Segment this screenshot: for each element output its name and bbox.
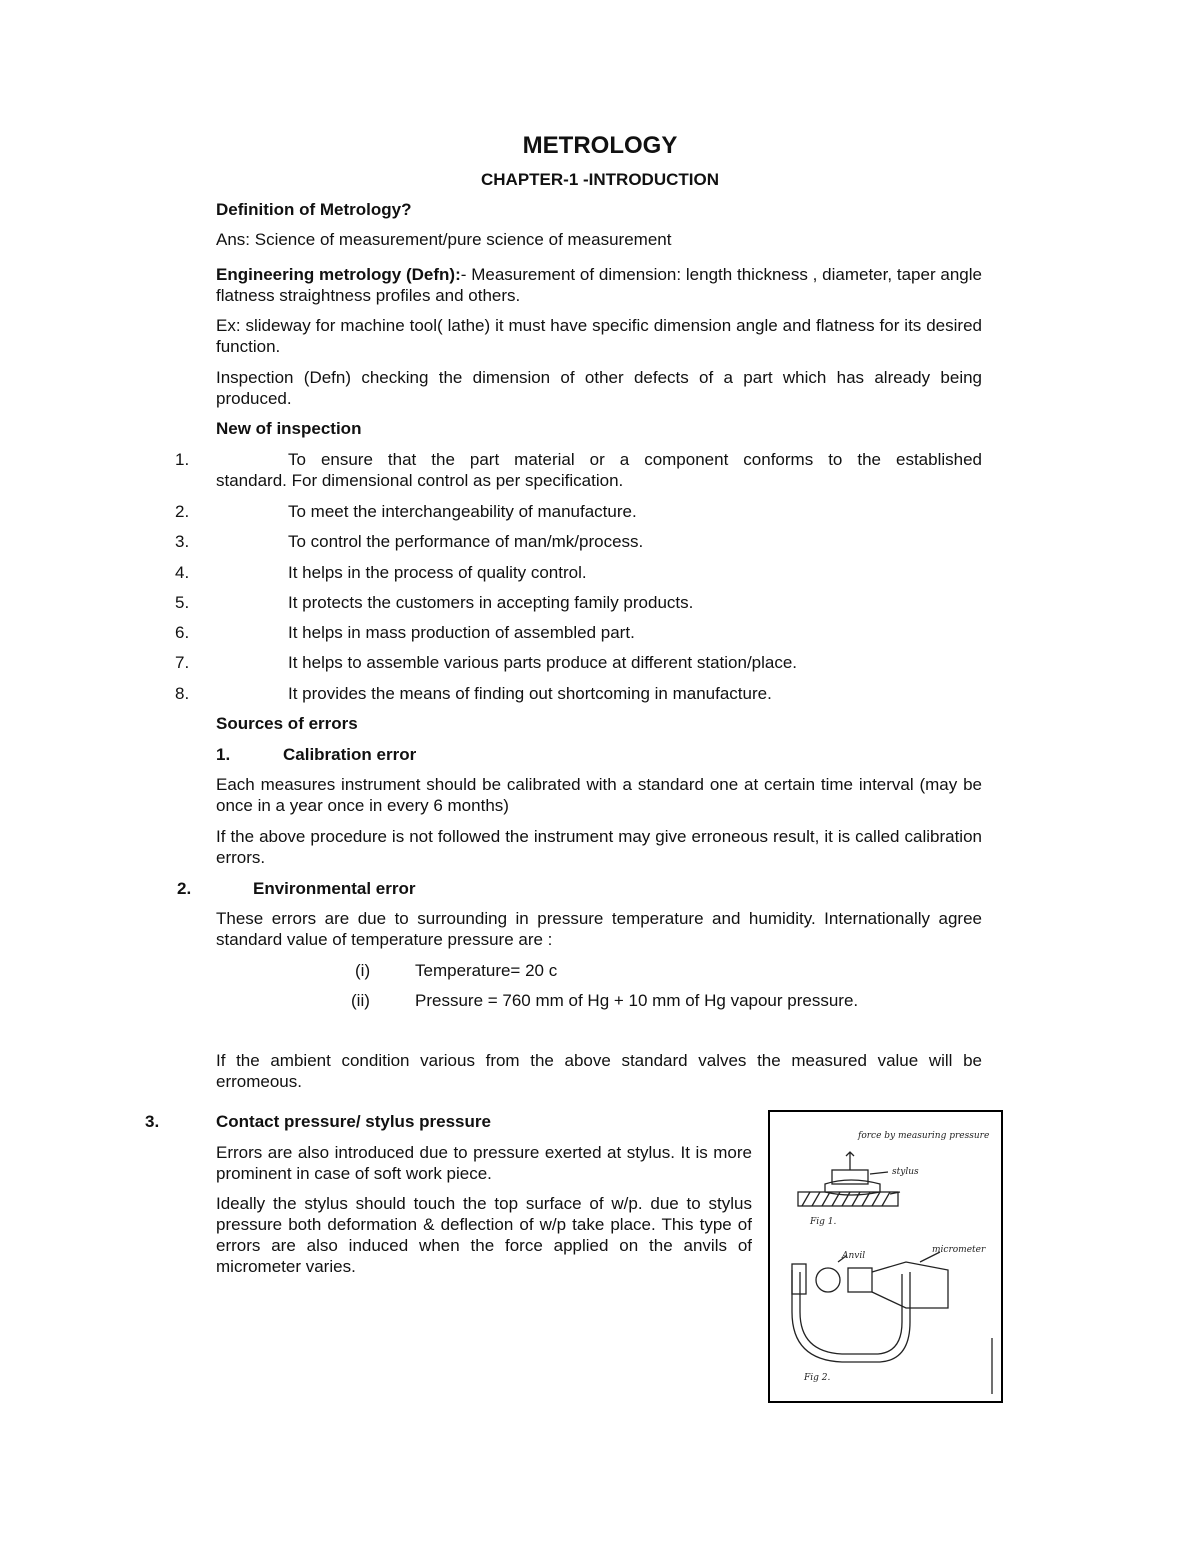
list-item-number: 5. [175,593,190,612]
micrometer-label: micrometer [932,1245,986,1255]
document-title: METROLOGY [522,132,678,159]
figure-2-label: Fig 2. [804,1373,831,1383]
calibration-paragraph-2: If the above procedure is not followed the instrument may give erroneous result, it is called calibration errors. [216,827,982,867]
calibration-heading: Calibration error [283,745,417,764]
engineering-metrology-paragraph [216,264,982,306]
engineering-metrology-text: - Measurement of dimension: length thickness , diameter, taper angle flatness straightness profiles and others. [216,265,982,305]
sub-item-number: (ii) [351,991,370,1010]
list-item-text: It helps to assemble various parts produce at different station/place. [288,653,798,672]
environmental-paragraph-2: If the ambient condition various from the above standard valves the measured value will be erromeous. [216,1051,982,1091]
stylus-holder [832,1170,868,1184]
list-item-number: 7. [175,653,190,672]
inspection-list-heading: New of inspection [216,419,362,438]
list-item-text: It helps in the process of quality control. [288,563,587,582]
list-item-text: It protects the customers in accepting family products. [288,593,694,612]
inspection-definition: Inspection (Defn) checking the dimension of other defects of a part which has already being produced. [216,368,982,408]
list-item-number: 6. [175,623,190,642]
workpiece-hatch [802,1192,890,1206]
list-item-continuation: standard. For dimensional control as per specification. [216,471,624,490]
list-item-number: 8. [175,684,190,703]
list-item-number: 4. [175,563,190,582]
section-number: 3. [145,1112,160,1131]
micrometer-frame-inner [800,1272,902,1354]
contact-paragraph-1: Errors are also introduced due to pressure exerted at stylus. It is more prominent in case of soft work piece. [216,1143,752,1183]
stylus-tip [825,1180,880,1195]
section-number: 2. [177,879,192,898]
example-paragraph: Ex: slideway for machine tool( lathe) it must have specific dimension angle and flatness for its desired function. [216,316,982,356]
list-item-text: To meet the interchangeability of manufacture. [288,502,637,521]
sources-heading: Sources of errors [216,714,358,733]
stylus-label: stylus [892,1167,919,1177]
list-item-text: It helps in mass production of assembled part. [288,623,635,642]
sub-item-text: Pressure = 760 mm of Hg + 10 mm of Hg vapour pressure. [415,991,859,1010]
stylus-pressure-figure [768,1110,1003,1403]
definition-answer: Ans: Science of measurement/pure science of measurement [216,230,672,249]
environmental-paragraph-1: These errors are due to surrounding in pressure temperature and humidity. Internationally agree standard value of temperature pressure are : [216,909,982,949]
force-label: force by measuring pressure [858,1131,990,1141]
anvil-label: Anvil [842,1251,866,1261]
contact-paragraph-2: Ideally the stylus should touch the top surface of w/p. due to stylus pressure both deformation & deflection of w/p take place. This type of errors are also induced when the force applied on the anvils of micrometer varies. [216,1194,752,1276]
spindle [848,1268,872,1292]
list-item-number: 1. [175,450,190,469]
environmental-heading: Environmental error [253,879,416,898]
force-arrow-icon [846,1152,854,1170]
list-item-text: To ensure that the part material or a component conforms to the established [288,450,982,469]
list-item-number: 3. [175,532,190,551]
contact-pressure-heading: Contact pressure/ stylus pressure [216,1112,491,1131]
sub-item-number: (i) [355,961,371,980]
calibration-paragraph-1: Each measures instrument should be calibrated with a standard one at certain time interval (may be once in a year once in every 6 months) [216,775,982,815]
workpiece-ball [816,1268,840,1292]
hand-sketch [770,1112,1001,1401]
section-number: 1. [216,745,231,764]
list-item-text: It provides the means of finding out shortcoming in manufacture. [288,684,772,703]
anvil [792,1264,806,1294]
definition-heading: Definition of Metrology? [216,200,412,219]
chapter-heading: CHAPTER-1 -INTRODUCTION [481,170,719,189]
engineering-metrology-label: Engineering metrology (Defn): [216,265,461,284]
list-item-text: To control the performance of man/mk/process. [288,532,644,551]
list-item-number: 2. [175,502,190,521]
sub-item-text: Temperature= 20 c [415,961,558,980]
figure-1-label: Fig 1. [810,1217,837,1227]
